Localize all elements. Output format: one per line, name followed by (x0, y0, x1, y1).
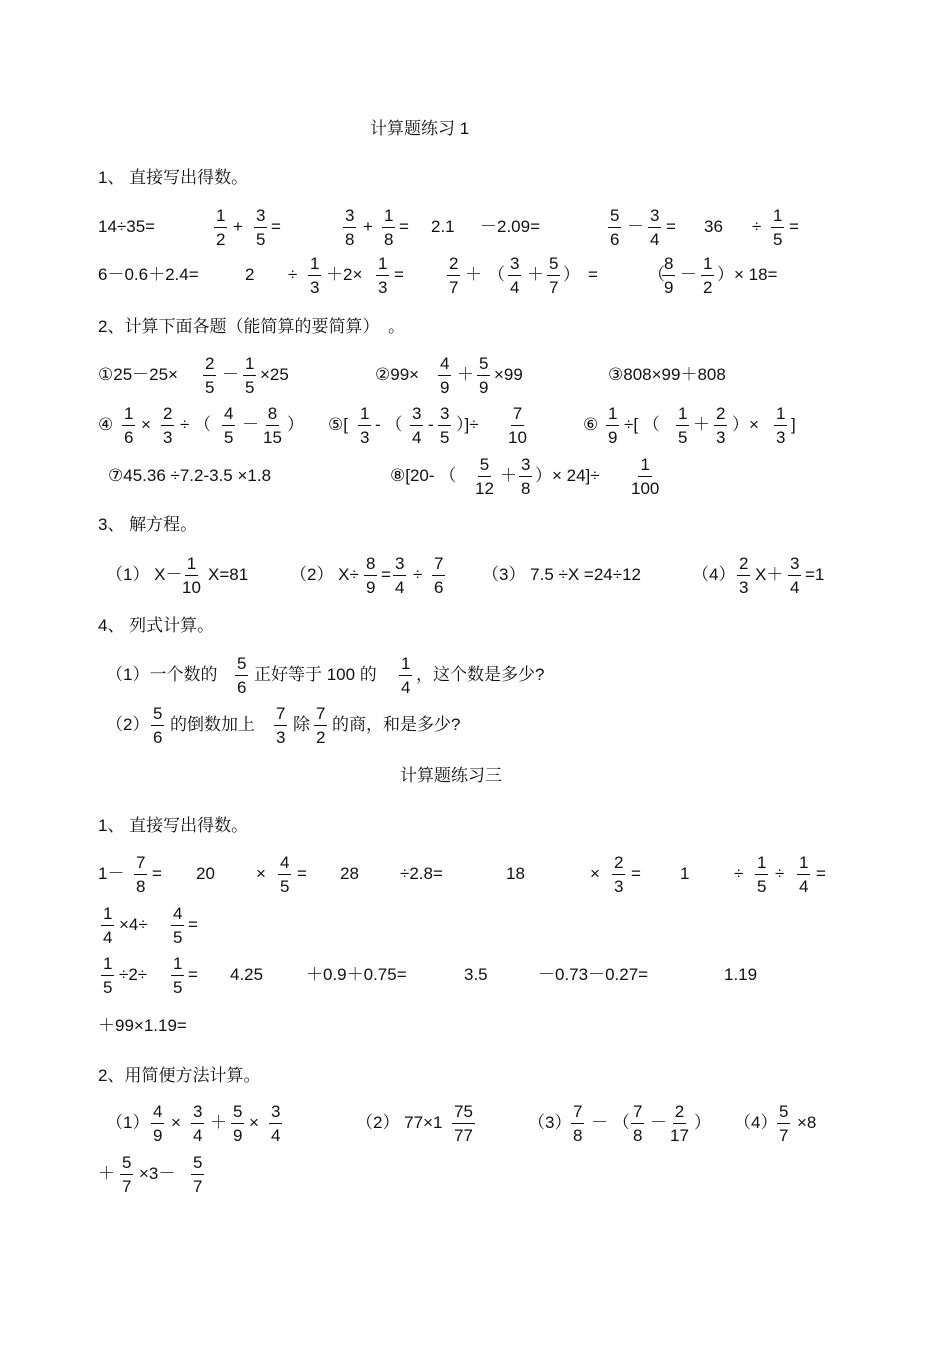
equation: （2） X÷ (290, 565, 359, 584)
fraction: 7 2 (316, 704, 326, 747)
fraction: 1 10 (182, 554, 201, 597)
fraction: 3 5 (440, 404, 450, 447)
word-problem: 除 (293, 715, 310, 734)
fraction: 1 3 (776, 404, 786, 447)
operator: = (399, 217, 409, 236)
fraction: 1 4 (799, 853, 809, 896)
fraction: 7 6 (434, 554, 444, 597)
operator: － (627, 217, 644, 236)
problem-label: ①25－25× (98, 365, 178, 384)
fraction: 1 2 (216, 206, 226, 249)
operator: ÷ (775, 864, 785, 883)
operator: × (141, 415, 151, 434)
section-heading: 2、计算下面各题（能简算的要简算） 。 (98, 317, 405, 336)
section-heading: 3、 解方程。 (98, 515, 198, 534)
fraction: 4 5 (280, 853, 290, 896)
operator: ＋2× (326, 265, 363, 284)
equation: X=81 (208, 565, 249, 584)
expression: ×3－ (139, 1164, 176, 1183)
fraction: 1 3 (310, 254, 320, 297)
fraction: 3 4 (510, 254, 520, 297)
word-problem: （1）一个数的 (106, 665, 218, 684)
operator: × (590, 864, 600, 883)
problem-label: ⑤[ (328, 415, 348, 434)
operator: × (249, 1113, 259, 1132)
problem-label: （1） (106, 1113, 150, 1132)
operator: ） (563, 265, 580, 284)
expression: 28 (340, 864, 359, 883)
operator: = (271, 217, 281, 236)
fraction: 5 9 (233, 1102, 243, 1145)
expression: －2.09= (480, 217, 541, 236)
operator: = (666, 217, 676, 236)
fraction: 5 7 (549, 254, 559, 297)
problem-label: ⑥ (583, 415, 599, 434)
fraction: 2 3 (716, 404, 726, 447)
problem-label: （3） (528, 1113, 572, 1132)
operator: （ (488, 265, 505, 284)
section-heading: 2、用简便方法计算。 (98, 1066, 261, 1085)
operator: = (588, 265, 598, 284)
expression: ×4÷ (119, 915, 148, 934)
expression: ）× 24]÷ (535, 466, 600, 485)
fraction: 7 8 (633, 1102, 643, 1145)
operator: = (297, 864, 307, 883)
fraction: 3 4 (395, 554, 405, 597)
fraction: 4 5 (224, 404, 234, 447)
fraction: 2 3 (614, 853, 624, 896)
expression: 1 (680, 864, 690, 883)
fraction: 5 6 (237, 654, 247, 697)
fraction: 1 8 (384, 206, 394, 249)
operator: = (152, 864, 162, 883)
expression: ÷2.8= (400, 864, 443, 883)
operator: = (381, 565, 391, 584)
fraction: 1 100 (631, 455, 660, 498)
operator: - （ (375, 415, 403, 434)
fraction: 1 9 (608, 404, 618, 447)
fraction: 2 3 (163, 404, 173, 447)
section-heading: 1、 直接写出得数。 (98, 168, 249, 187)
expression: ×25 (260, 365, 289, 384)
fraction: 3 4 (271, 1102, 281, 1145)
expression: 4.25 (230, 965, 264, 984)
problem-label: ④ (98, 415, 114, 434)
equation: （4） (692, 565, 736, 584)
fraction: 5 6 (153, 704, 163, 747)
expression: 3.5 (464, 965, 488, 984)
operator: = (188, 915, 198, 934)
fraction: 1 5 (245, 354, 255, 397)
expression: －0.73－0.27= (538, 965, 649, 984)
operator: = (188, 965, 198, 984)
fraction: 1 5 (678, 404, 688, 447)
expression: 18 (506, 864, 525, 883)
operator: － (242, 415, 259, 434)
expression: ×8 (797, 1113, 817, 1132)
fraction: 1 6 (124, 404, 134, 447)
section-heading: 1、 直接写出得数。 (98, 816, 249, 835)
word-problem: 的商，和是多少? (332, 715, 461, 734)
expression: 6－0.6＋2.4= (98, 265, 199, 284)
operator: ÷ （ (180, 415, 212, 434)
section-heading: 4、 列式计算。 (98, 616, 215, 635)
fraction: 5 6 (610, 206, 620, 249)
operator: － (650, 1113, 667, 1132)
expression: 2 (245, 265, 255, 284)
expression: 2.1 (431, 217, 455, 236)
fraction: 1 5 (757, 853, 767, 896)
fraction: 2 7 (449, 254, 459, 297)
fraction: 8 9 (366, 554, 376, 597)
fraction: 2 17 (670, 1102, 689, 1145)
fraction: 5 7 (193, 1153, 203, 1196)
problem-label: ⑧[20- （ (390, 466, 457, 485)
operator: × (256, 864, 266, 883)
operator: ÷ (752, 217, 762, 236)
operator: ＋ (98, 1164, 115, 1183)
expression: ＋99×1.19= (98, 1016, 187, 1035)
operator: ）× (732, 415, 759, 434)
expression: ÷2÷ (119, 965, 148, 984)
word-problem: ，这个数是多少? (416, 665, 545, 684)
expression: 1.19 (724, 965, 758, 984)
fraction: 8 9 (664, 254, 674, 297)
expression: 14÷35= (98, 217, 156, 236)
problem-label: ③808×99＋808 (608, 365, 726, 384)
operator: + (233, 217, 243, 236)
operator: ÷ (734, 864, 744, 883)
fraction: 1 3 (378, 254, 388, 297)
equation: =1 (805, 565, 825, 584)
fraction: 2 3 (739, 554, 749, 597)
fraction: 1 5 (173, 954, 183, 997)
problem-label: ②99× (375, 365, 420, 384)
page-title: 计算题练习三 (400, 766, 502, 785)
operator: － （ (591, 1113, 630, 1132)
fraction: 4 5 (173, 904, 183, 947)
operator: = (394, 265, 404, 284)
operator: － (680, 265, 697, 284)
operator: ] (791, 415, 796, 434)
fraction: 3 4 (193, 1102, 203, 1145)
problem-label: （4） (734, 1113, 778, 1132)
problem-label: （2） 77×1 (356, 1113, 443, 1132)
problem-label: ⑦45.36 ÷7.2-3.5 ×1.8 (108, 466, 272, 485)
equation: （1） X－ (106, 565, 183, 584)
fraction: 7 8 (136, 853, 146, 896)
fraction: 3 8 (345, 206, 355, 249)
fraction: 1 5 (103, 954, 113, 997)
expression: ×99 (494, 365, 523, 384)
operator: － (222, 365, 239, 384)
operator: ÷[ （ (624, 415, 660, 434)
fraction: 3 4 (412, 404, 422, 447)
operator: ＋ (693, 415, 710, 434)
fraction: 5 9 (479, 354, 489, 397)
operator: ） (287, 415, 304, 434)
operator: （ (648, 265, 665, 284)
fraction: 4 9 (440, 354, 450, 397)
fraction: 7 8 (573, 1102, 583, 1145)
operator: ） (694, 1113, 711, 1132)
operator: ＋ (500, 466, 517, 485)
expression: 1－ (98, 864, 125, 883)
word-problem: （2） (106, 715, 150, 734)
equation: （3） 7.5 ÷X =24÷12 (482, 565, 642, 584)
operator: = (816, 864, 826, 883)
equation: X＋ (755, 565, 784, 584)
operator: ÷ (288, 265, 298, 284)
expression: 36 (704, 217, 723, 236)
fraction: 7 10 (508, 404, 527, 447)
fraction: 1 4 (103, 904, 113, 947)
fraction: 3 4 (790, 554, 800, 597)
expression: 20 (196, 864, 215, 883)
fraction: 5 7 (122, 1153, 132, 1196)
operator: ＋ (527, 265, 544, 284)
fraction: 1 5 (773, 206, 783, 249)
fraction: 4 9 (153, 1102, 163, 1145)
word-problem: 的倒数加上 (170, 715, 255, 734)
fraction: 3 5 (256, 206, 266, 249)
operator: ＋ (457, 365, 474, 384)
page-title: 计算题练习 1 (370, 119, 470, 138)
operator: × (171, 1113, 181, 1132)
operator: + (363, 217, 373, 236)
operator: ）]÷ (456, 415, 479, 434)
operator: = (789, 217, 799, 236)
expression: ）× 18= (717, 265, 778, 284)
fraction: 1 3 (360, 404, 370, 447)
operator: ÷ (413, 565, 423, 584)
operator: - (428, 415, 434, 434)
expression: ＋0.9＋0.75= (306, 965, 407, 984)
fraction: 1 4 (401, 654, 411, 697)
fraction: 5 7 (779, 1102, 789, 1145)
fraction: 7 3 (276, 704, 286, 747)
fraction: 3 4 (650, 206, 660, 249)
fraction: 75 77 (454, 1102, 473, 1145)
operator: ＋ (465, 265, 482, 284)
operator: ＋ (210, 1113, 227, 1132)
fraction: 3 8 (521, 455, 531, 498)
word-problem: 正好等于 100 的 (254, 665, 377, 684)
fraction: 8 15 (263, 404, 282, 447)
fraction: 2 5 (205, 354, 215, 397)
fraction: 1 2 (703, 254, 713, 297)
operator: = (631, 864, 641, 883)
fraction: 5 12 (475, 455, 494, 498)
